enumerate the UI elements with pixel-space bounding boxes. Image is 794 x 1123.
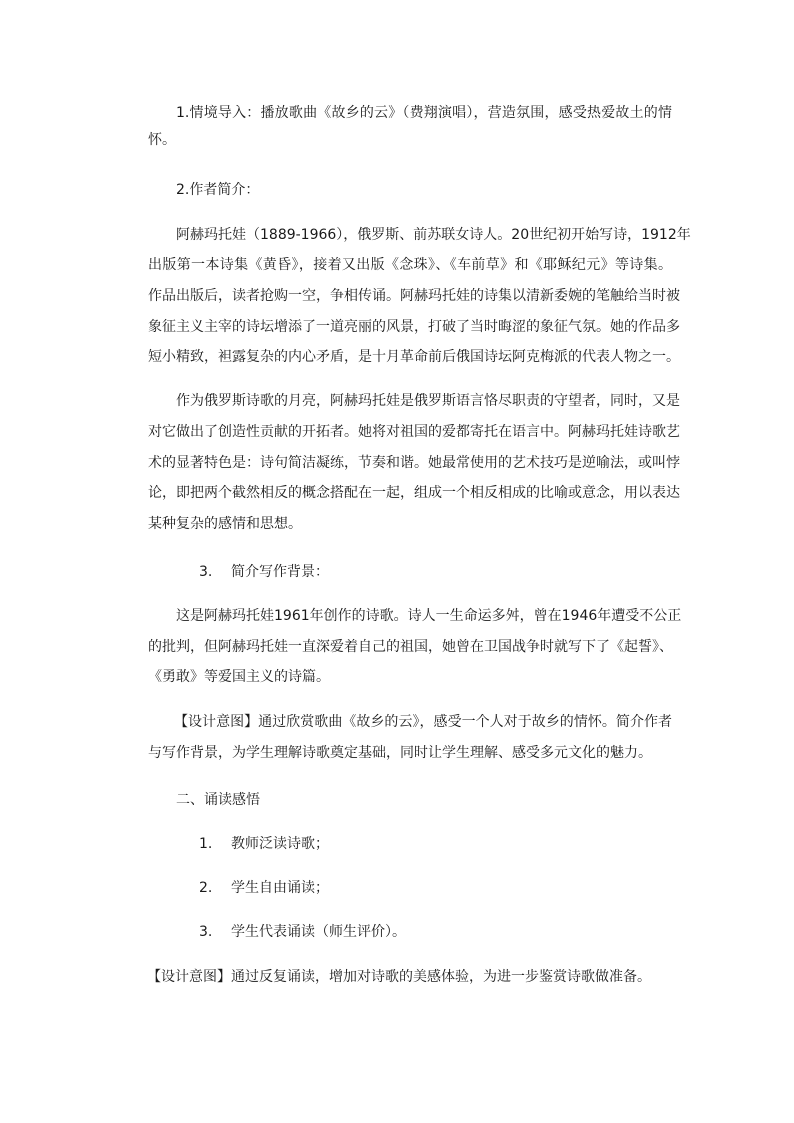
author-para1-line-1: 阿赫玛托娃（1889-1966），俄罗斯、前苏联女诗人。20世纪初开始写诗，1912年 — [176, 227, 691, 243]
author-para1-line-2: 出版第一本诗集《黄昏》，接着又出版《念珠》、《车前草》和《耶稣纪元》等诗集。 — [148, 257, 672, 273]
author-para2-line-2: 对它做出了创造性贡献的开拓者。她将对祖国的爱都寄托在语言中。阿赫玛托娃诗歌艺 — [148, 424, 680, 440]
step-3-number: 3. — [199, 924, 213, 940]
author-para2-line-5: 某种复杂的感情和思想。 — [148, 516, 302, 532]
intro-line-2: 怀。 — [148, 132, 176, 148]
step-2-number: 2. — [199, 880, 213, 896]
author-para1-line-4: 象征主义主宰的诗坛增添了一道亮丽的风景，打破了当时晦涩的象征气氛。她的作品多 — [148, 319, 680, 335]
step-1-text: 教师泛读诗歌； — [231, 836, 329, 852]
author-heading: 2.作者简介： — [176, 182, 260, 198]
design-intent1-line-1: 【设计意图】通过欣赏歌曲《故乡的云》，感受一个人对于故乡的情怀。简介作者 — [174, 714, 672, 730]
step-3-text: 学生代表诵读（师生评价）。 — [231, 924, 406, 940]
step-2-text: 学生自由诵读； — [231, 880, 329, 896]
design-intent1-line-2: 与写作背景，为学生理解诗歌奠定基础，同时让学生理解、感受多元文化的魅力。 — [148, 745, 652, 761]
intro-line-1: 1.情境导入：播放歌曲《故乡的云》（费翔演唱），营造氛围，感受热爱故土的情 — [176, 105, 672, 121]
design-intent2: 【设计意图】通过反复诵读，增加对诗歌的美感体验，为进一步鉴赏诗歌做准备。 — [147, 969, 651, 985]
author-para2-line-1: 作为俄罗斯诗歌的月亮，阿赫玛托娃是俄罗斯语言恪尽职责的守望者，同时，又是 — [176, 393, 680, 409]
author-para1-line-3: 作品出版后，读者抢购一空，争相传诵。阿赫玛托娃的诗集以清新委婉的笔触给当时被 — [148, 288, 680, 304]
background-para-line-1: 这是阿赫玛托娃1961年创作的诗歌。诗人一生命运多舛，曾在1946年遭受不公正 — [176, 608, 682, 624]
author-para2-line-4: 论，即把两个截然相反的概念搭配在一起，组成一个相反相成的比喻或意念，用以表达 — [148, 485, 680, 501]
author-para2-line-3: 术的显著特色是：诗句简洁凝练，节奏和谐。她最常使用的艺术技巧是逆喻法，或叫悖 — [148, 455, 680, 471]
background-para-line-3: 《勇敢》等爱国主义的诗篇。 — [148, 669, 330, 685]
background-heading-number: 3. — [199, 564, 213, 580]
author-para1-line-5: 短小精致，袒露复杂的内心矛盾，是十月革命前后俄国诗坛阿克梅派的代表人物之一。 — [148, 349, 680, 365]
background-para-line-2: 的批判，但阿赫玛托娃一直深爱着自己的祖国，她曾在卫国战争时就写下了《起誓》、 — [148, 639, 673, 655]
part-two-heading: 二、诵读感悟 — [176, 792, 260, 808]
step-1-number: 1. — [199, 836, 213, 852]
background-heading: 简介写作背景： — [231, 564, 329, 580]
